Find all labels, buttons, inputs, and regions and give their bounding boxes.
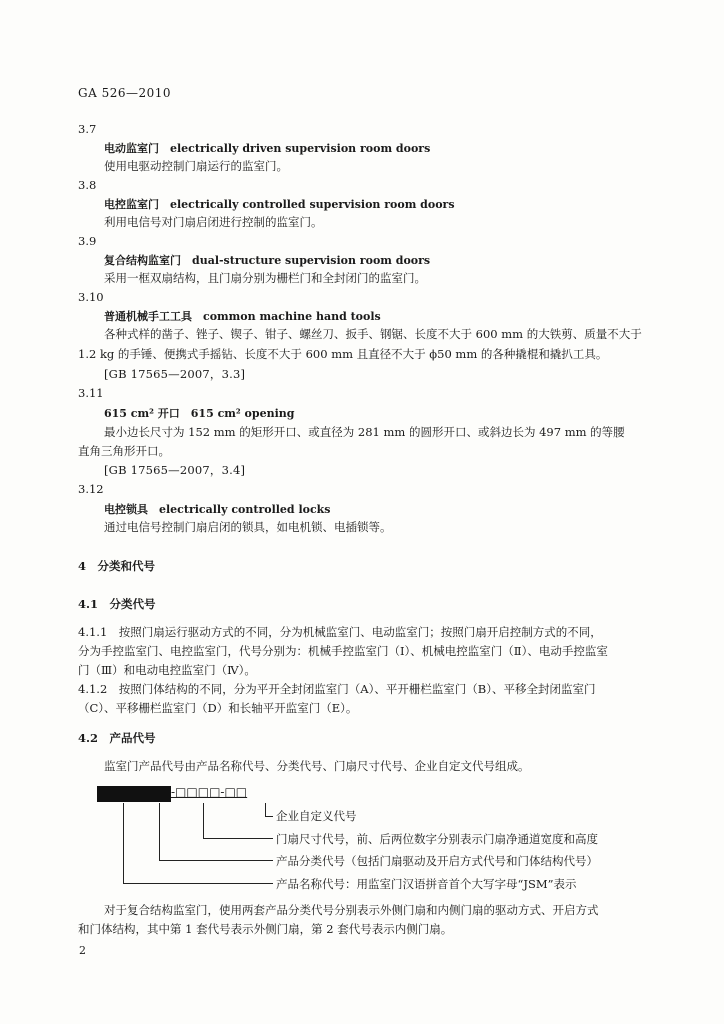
paragraph-line: （C）、平移栅栏监室门（D）和长轴平开监室门（E）。 [78, 701, 358, 715]
term-definition: 使用电驱动控制门扇运行的监室门。 [104, 159, 288, 173]
term-title: 电控监室门 electrically controlled supervision room doors [104, 198, 455, 211]
standard-number: GA 526—2010 [78, 86, 172, 100]
term-title: 电动监室门 electrically driven supervision room doors [104, 142, 431, 155]
connector-line [265, 803, 267, 817]
term-reference: [GB 17565—2007，3.4] [104, 463, 246, 477]
term-number: 3.12 [78, 482, 104, 496]
code-pattern: -□□□□-□□ [171, 785, 248, 799]
section-heading: 4 分类和代号 [78, 559, 156, 573]
term-definition-cont: 直角三角形开口。 [78, 444, 170, 458]
term-definition-cont: 1.2 kg 的手锤、便携式手摇钻、长度不大于 600 mm 且直径不大于 ϕ50 mm 的各种撬棍和撬扒工具。 [78, 347, 608, 361]
legend-label: 门扇尺寸代号，前、后两位数字分别表示门扇净通道宽度和高度 [276, 832, 598, 846]
paragraph-line: 4.1.1 按照门扇运行驱动方式的不同，分为机械监室门、电动监室门；按照门扇开启控制方式的不同， [78, 625, 602, 639]
term-definition: 采用一框双扇结构，且门扇分别为栅栏门和全封闭门的监室门。 [104, 271, 426, 285]
connector-line [203, 803, 205, 839]
connector-line [123, 803, 125, 884]
term-title: 普通机械手工工具 common machine hand tools [104, 310, 381, 323]
term-number: 3.10 [78, 290, 104, 304]
connector-line [159, 803, 161, 861]
subsection-heading: 4.2 产品代号 [78, 731, 156, 745]
product-name-code-box [97, 786, 171, 802]
term-title: 电控锁具 electrically controlled locks [104, 503, 331, 516]
connector-line [265, 816, 273, 817]
term-number: 3.11 [78, 386, 104, 400]
page-number: 2 [79, 944, 86, 957]
term-definition: 利用电信号对门扇启闭进行控制的监室门。 [104, 215, 323, 229]
legend-label: 产品分类代号（包括门扇驱动及开启方式代号和门体结构代号） [276, 854, 598, 868]
term-definition: 各种式样的凿子、锉子、锲子、钳子、螺丝刀、扳手、钢锯、长度不大于 600 mm 的大铁剪、质量不大于 [104, 327, 642, 341]
paragraph-line: 门（Ⅲ）和电动电控监室门（Ⅳ）。 [78, 663, 256, 677]
legend-label: 企业自定义代号 [276, 809, 357, 823]
subsection-heading: 4.1 分类代号 [78, 597, 156, 611]
connector-line [123, 883, 273, 884]
paragraph-line: 监室门产品代号由产品名称代号、分类代号、门扇尺寸代号、企业自定文代号组成。 [104, 759, 530, 773]
paragraph-line: 对于复合结构监室门，使用两套产品分类代号分别表示外侧门扇和内侧门扇的驱动方式、开启方式 [104, 903, 599, 917]
term-title: 615 cm² 开口 615 cm² opening [104, 407, 295, 420]
term-number: 3.7 [78, 122, 97, 136]
term-definition: 最小边长尺寸为 152 mm 的矩形开口、或直径为 281 mm 的圆形开口、或斜边长为 497 mm 的等腰 [104, 425, 625, 439]
term-reference: [GB 17565—2007，3.3] [104, 367, 246, 381]
connector-line [159, 860, 273, 861]
legend-label: 产品名称代号：用监室门汉语拼音首个大写字母“JSM”表示 [276, 877, 577, 891]
paragraph-line: 4.1.2 按照门体结构的不同，分为平开全封闭监室门（A）、平开栅栏监室门（B）、平移全封闭监室门 [78, 682, 596, 696]
term-title: 复合结构监室门 dual-structure supervision room doors [104, 254, 431, 267]
term-number: 3.9 [78, 234, 97, 248]
term-number: 3.8 [78, 178, 97, 192]
paragraph-line: 分为手控监室门、电控监室门，代号分别为：机械手控监室门（Ⅰ）、机械电控监室门（Ⅱ）、电动手控监室 [78, 644, 608, 658]
connector-line [203, 838, 273, 839]
term-definition: 通过电信号控制门扇启闭的锁具，如电机锁、电插锁等。 [104, 520, 392, 534]
paragraph-line: 和门体结构，其中第 1 套代号表示外侧门扇，第 2 套代号表示内侧门扇。 [78, 922, 453, 936]
